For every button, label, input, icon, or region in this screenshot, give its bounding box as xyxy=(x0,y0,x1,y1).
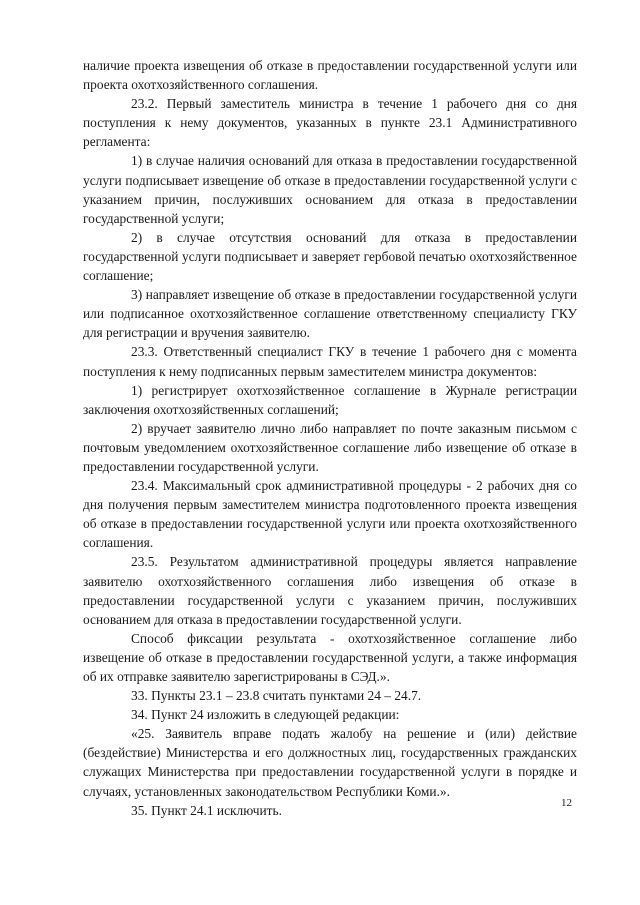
paragraph: 23.3. Ответственный специалист ГКУ в течение 1 рабочего дня с момента поступления к нему подписанных первым заместителем министра документов: xyxy=(83,344,577,379)
paragraph: «25. Заявитель вправе подать жалобу на решение и (или) действие (бездействие) Министерства и его должностных лиц, государственных гражданских служащих Министерства при предоставлении государственной услуги в порядке и случаях, установленных законодательством Республики Коми.». xyxy=(83,726,577,799)
paragraph: 34. Пункт 24 изложить в следующей редакции: xyxy=(131,707,400,723)
paragraph: наличие проекта извещения об отказе в предоставлении государственной услуги или проекта охотхозяйственного соглашения. xyxy=(83,58,577,93)
paragraph: 23.5. Результатом административной процедуры является направление заявителю охотхозяйственного соглашения либо извещения об отказе в предоставлении государственной услуги с указанием причин, послуживших основанием для отказа в предоставлении государственной услуги. xyxy=(83,554,577,627)
paragraph: 3) направляет извещение об отказе в предоставлении государственной услуги или подписанное охотхозяйственное соглашение ответственному специалисту ГКУ для регистрации и вручения заявителю. xyxy=(83,287,577,341)
paragraph: 23.2. Первый заместитель министра в течение 1 рабочего дня со дня поступления к нему документов, указанных в пункте 23.1 Административного регламента: xyxy=(83,96,577,150)
document-body xyxy=(83,56,577,820)
paragraph: 2) в случае отсутствия оснований для отказа в предоставлении государственной услуги подписывает и заверяет гербовой печатью охотхозяйственное соглашение; xyxy=(83,229,577,284)
paragraph: 2) вручает заявителю лично либо направляет по почте заказным письмом с почтовым уведомлением охотхозяйственное соглашение либо извещение об отказе в предоставлении государственной услуги. xyxy=(83,420,577,474)
page-number: 12 xyxy=(561,797,572,809)
paragraph: 1) регистрирует охотхозяйственное соглашение в Журнале регистрации заключения охотхозяйственных соглашений; xyxy=(83,382,577,417)
paragraph: 35. Пункт 24.1 исключить. xyxy=(131,802,282,818)
paragraph: 23.4. Максимальный срок административной процедуры - 2 рабочих дня со дня получения первым заместителем министра подготовленного проекта извещения об отказе в предоставлении государственной услуги или проекта охотхозяйственного соглашения. xyxy=(83,478,577,551)
paragraph: 1) в случае наличия оснований для отказа в предоставлении государственной услуги подписывает извещение об отказе в предоставлении государственной услуги с указанием причин, послуживших основанием для отказа в предоставлении государственной услуги; xyxy=(83,153,577,226)
paragraph: Способ фиксации результата - охотхозяйственное соглашение либо извещение об отказе в предоставлении государственной услуги, а также информация об их отправке заявителю зарегистрированы в СЭД.». xyxy=(83,630,577,684)
paragraph: 33. Пункты 23.1 – 23.8 считать пунктами 24 – 24.7. xyxy=(131,688,422,704)
